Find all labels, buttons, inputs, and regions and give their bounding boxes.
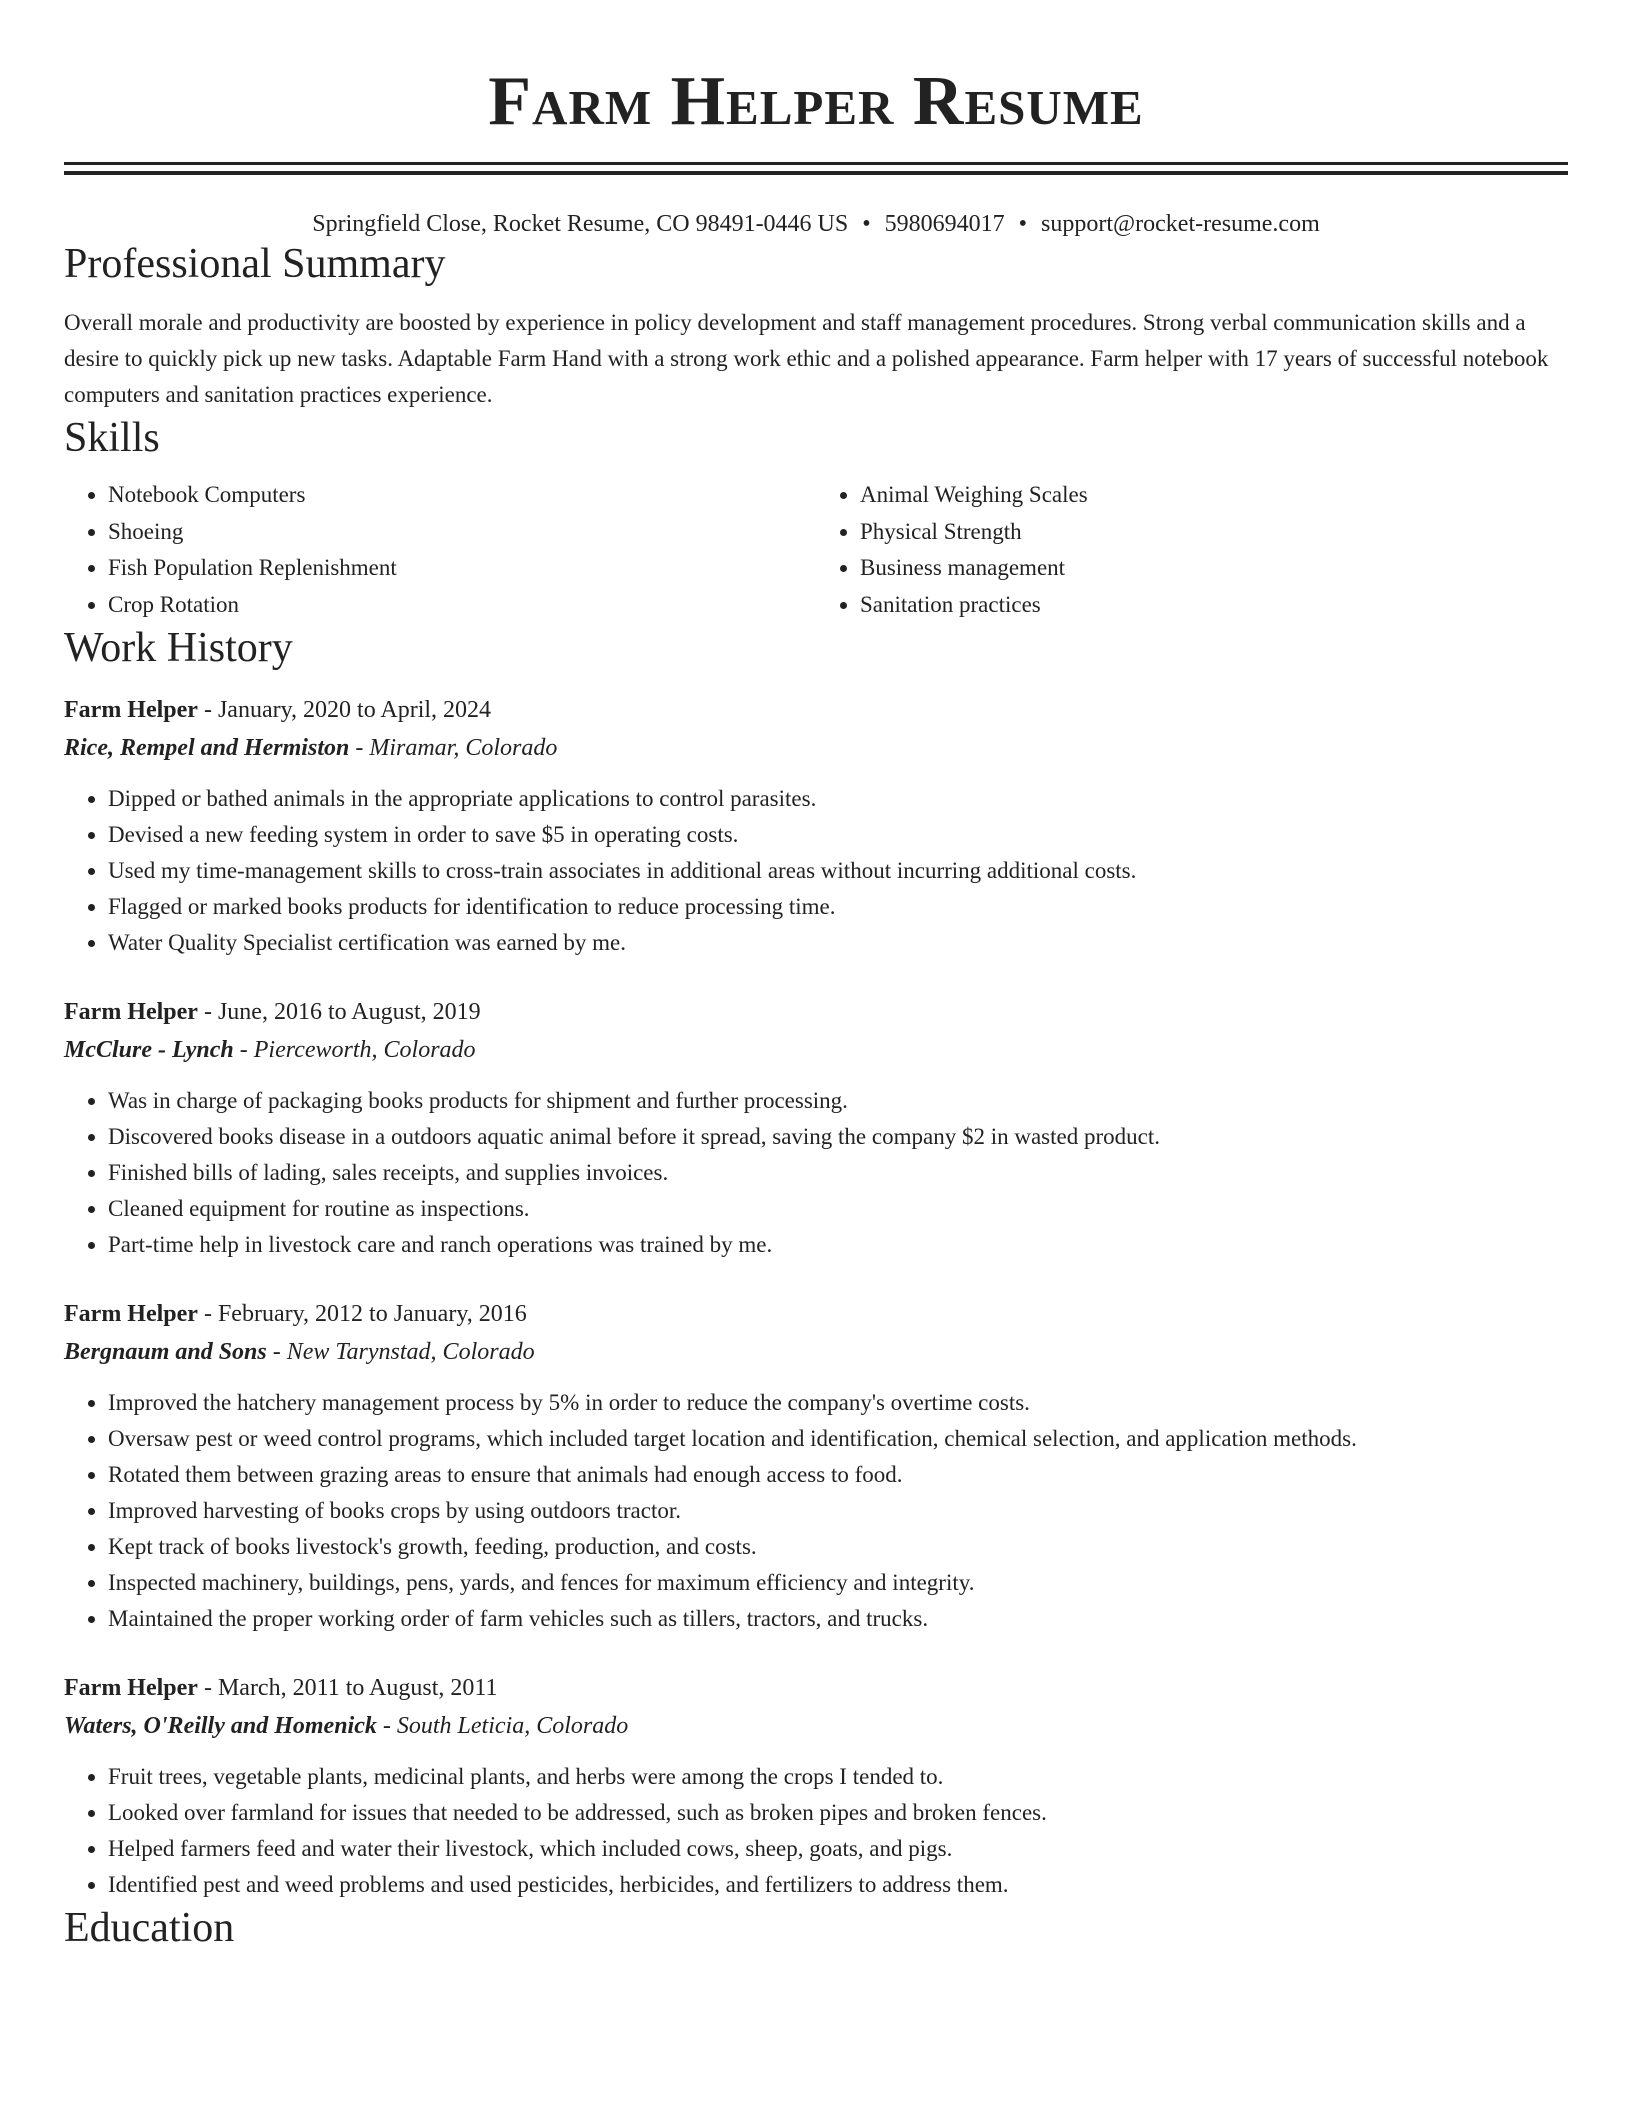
contact-separator: •: [862, 211, 871, 237]
list-item: • Looked over farmland for issues that needed to be addressed, such as broken pipes and broken fences.: [108, 1795, 1568, 1831]
resume-title: Farm Helper Resume: [488, 63, 1144, 140]
skill-item: • Business management: [860, 550, 1568, 587]
list-item: • Helped farmers feed and water their livestock, which included cows, sheep, goats, and pigs.: [108, 1831, 1568, 1867]
job-location: - New Tarynstad, Colorado: [266, 1339, 535, 1365]
work-history-heading: Work History: [64, 625, 293, 671]
list-item: • Part-time help in livestock care and ranch operations was trained by me.: [108, 1227, 1568, 1263]
job-title: Farm Helper: [64, 999, 198, 1025]
job-title: Farm Helper: [64, 697, 198, 723]
list-item: • Maintained the proper working order of farm vehicles such as tillers, tractors, and trucks.: [108, 1601, 1568, 1637]
job-location: - Pierceworth, Colorado: [233, 1037, 476, 1063]
title-rule-top: [64, 162, 1568, 165]
skill-item: • Crop Rotation: [108, 587, 816, 624]
list-item: • Water Quality Specialist certification was earned by me.: [108, 925, 1568, 961]
contact-email: support@rocket-resume.com: [1041, 211, 1320, 237]
contact-line: [64, 209, 1568, 239]
job-dates: - March, 2011 to August, 2011: [197, 1675, 498, 1701]
job-dates: - June, 2016 to August, 2019: [197, 999, 481, 1025]
skill-item: • Fish Population Replenishment: [108, 550, 816, 587]
job-company-line: [64, 729, 1568, 767]
job-title-line: [64, 1295, 1568, 1333]
job-dates: - February, 2012 to January, 2016: [197, 1301, 527, 1327]
list-item: • Fruit trees, vegetable plants, medicinal plants, and herbs were among the crops I tended to.: [108, 1759, 1568, 1795]
skill-item: • Sanitation practices: [860, 587, 1568, 624]
skills-heading: Skills: [64, 415, 160, 461]
list-item: • Flagged or marked books products for identification to reduce processing time.: [108, 889, 1568, 925]
skills-list: [64, 477, 1568, 623]
job-entry: [64, 1295, 1568, 1637]
skills-column-right: [816, 477, 1568, 623]
summary-heading: Professional Summary: [64, 241, 446, 287]
job-entry: [64, 993, 1568, 1263]
list-item: • Inspected machinery, buildings, pens, yards, and fences for maximum efficiency and integrity.: [108, 1565, 1568, 1601]
list-item: • Oversaw pest or weed control programs, which included target location and identification, chemical selection, and application methods.: [108, 1421, 1568, 1457]
list-item: • Was in charge of packaging books products for shipment and further processing.: [108, 1083, 1568, 1119]
job-title: Farm Helper: [64, 1675, 198, 1701]
job-location: - Miramar, Colorado: [349, 735, 558, 761]
list-item: • Rotated them between grazing areas to ensure that animals had enough access to food.: [108, 1457, 1568, 1493]
job-title: Farm Helper: [64, 1301, 198, 1327]
job-company-line: [64, 1707, 1568, 1745]
job-bullets: [64, 1083, 1568, 1263]
job-title-line: [64, 691, 1568, 729]
skills-column-left: [64, 477, 816, 623]
job-company: McClure - Lynch: [64, 1037, 234, 1063]
title-rule-bottom: [64, 171, 1568, 175]
contact-address: Springfield Close, Rocket Resume, CO 98491-0446 US: [312, 211, 849, 237]
job-company: Bergnaum and Sons: [64, 1339, 267, 1365]
list-item: • Kept track of books livestock's growth, feeding, production, and costs.: [108, 1529, 1568, 1565]
resume-page: [64, 0, 1568, 1953]
list-item: • Finished bills of lading, sales receipts, and supplies invoices.: [108, 1155, 1568, 1191]
job-title-line: [64, 993, 1568, 1031]
job-title-line: [64, 1669, 1568, 1707]
summary-text: Overall morale and productivity are boosted by experience in policy development and staff management procedures. Strong verbal communication skills and a desire to quickly pick up new tasks. Adaptable Farm Hand with a strong work ethic and a polished appearance. Farm helper with 17 years of successful notebook computers and sanitation practices experience.: [64, 310, 1549, 407]
education-heading: Education: [64, 1905, 235, 1951]
job-company-line: [64, 1031, 1568, 1069]
job-location: - South Leticia, Colorado: [376, 1713, 629, 1739]
job-entry: [64, 1669, 1568, 1903]
contact-phone: 5980694017: [884, 211, 1005, 237]
list-item: • Improved harvesting of books crops by using outdoors tractor.: [108, 1493, 1568, 1529]
list-item: • Dipped or bathed animals in the appropriate applications to control parasites.: [108, 781, 1568, 817]
list-item: • Used my time-management skills to cross-train associates in additional areas without incurring additional costs.: [108, 853, 1568, 889]
list-item: • Discovered books disease in a outdoors aquatic animal before it spread, saving the company $2 in wasted product.: [108, 1119, 1568, 1155]
list-item: • Devised a new feeding system in order to save $5 in operating costs.: [108, 817, 1568, 853]
skill-item: • Animal Weighing Scales: [860, 477, 1568, 514]
list-item: • Improved the hatchery management process by 5% in order to reduce the company's overtime costs.: [108, 1385, 1568, 1421]
job-dates: - January, 2020 to April, 2024: [197, 697, 492, 723]
skill-item: • Notebook Computers: [108, 477, 816, 514]
job-entry: [64, 691, 1568, 961]
job-company: Rice, Rempel and Hermiston: [64, 735, 350, 761]
skill-item: • Shoeing: [108, 514, 816, 551]
job-bullets: [64, 1759, 1568, 1903]
contact-separator: •: [1018, 211, 1028, 237]
job-bullets: [64, 1385, 1568, 1637]
job-company: Waters, O'Reilly and Homenick: [64, 1713, 377, 1739]
job-company-line: [64, 1333, 1568, 1371]
list-item: • Cleaned equipment for routine as inspections.: [108, 1191, 1568, 1227]
list-item: • Identified pest and weed problems and used pesticides, herbicides, and fertilizers to address them.: [108, 1867, 1568, 1903]
job-bullets: [64, 781, 1568, 961]
skill-item: • Physical Strength: [860, 514, 1568, 551]
